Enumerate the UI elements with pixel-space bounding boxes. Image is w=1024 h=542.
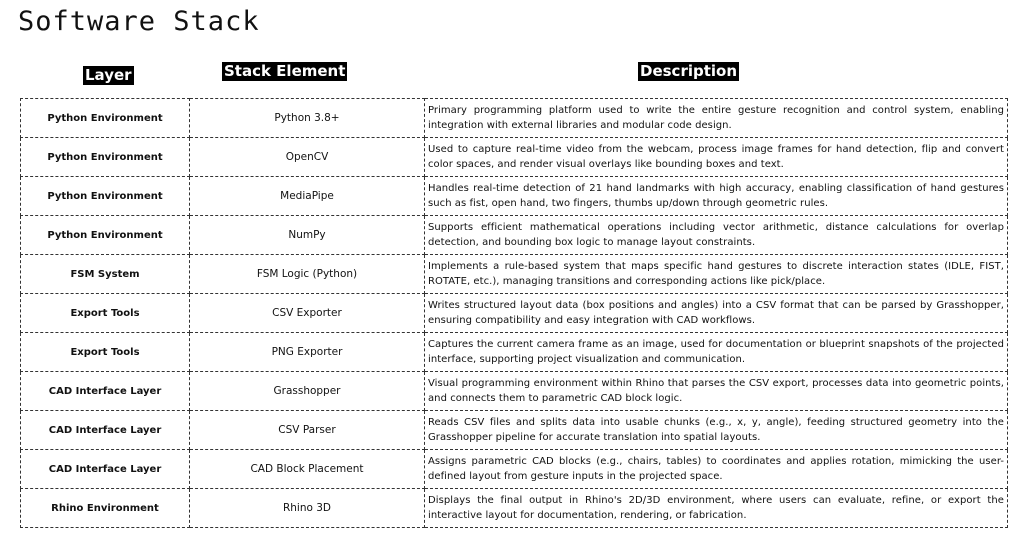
software-stack-table bbox=[20, 98, 1008, 528]
table-row bbox=[21, 333, 1008, 372]
layer-cell: CAD Interface Layer bbox=[21, 411, 190, 450]
stack-element-cell: CSV Parser bbox=[190, 411, 425, 450]
layer-cell: Export Tools bbox=[21, 333, 190, 372]
table-row bbox=[21, 450, 1008, 489]
layer-cell: Export Tools bbox=[21, 294, 190, 333]
layer-cell: Python Environment bbox=[21, 177, 190, 216]
stack-element-cell: CAD Block Placement bbox=[190, 450, 425, 489]
table-row bbox=[21, 372, 1008, 411]
table-row bbox=[21, 216, 1008, 255]
table-row bbox=[21, 177, 1008, 216]
layer-cell: Python Environment bbox=[21, 216, 190, 255]
description-cell: Implements a rule-based system that maps specific hand gestures to discrete interaction states (IDLE, FIST, ROTATE, etc.), managing transitions and corresponding actions like pick/place. bbox=[425, 255, 1008, 294]
table-row bbox=[21, 255, 1008, 294]
layer-cell: CAD Interface Layer bbox=[21, 450, 190, 489]
layer-cell: Rhino Environment bbox=[21, 489, 190, 528]
description-cell: Captures the current camera frame as an image, used for documentation or blueprint snapshots of the projected interface, supporting project visualization and communication. bbox=[425, 333, 1008, 372]
column-header-layer: Layer bbox=[85, 66, 132, 84]
stack-element-cell: CSV Exporter bbox=[190, 294, 425, 333]
stack-element-cell: PNG Exporter bbox=[190, 333, 425, 372]
stack-element-cell: Python 3.8+ bbox=[190, 99, 425, 138]
description-cell: Assigns parametric CAD blocks (e.g., chairs, tables) to coordinates and applies rotation, mimicking the user-defined layout from gesture inputs in the projected space. bbox=[425, 450, 1008, 489]
table-row bbox=[21, 294, 1008, 333]
stack-element-cell: Grasshopper bbox=[190, 372, 425, 411]
stack-element-cell: MediaPipe bbox=[190, 177, 425, 216]
description-cell: Used to capture real-time video from the webcam, process image frames for hand detection, flip and convert color spaces, and render visual overlays like bounding boxes and text. bbox=[425, 138, 1008, 177]
table-row bbox=[21, 489, 1008, 528]
description-cell: Reads CSV files and splits data into usable chunks (e.g., x, y, angle), feeding structured geometry into the Grasshopper pipeline for accurate translation into spatial layouts. bbox=[425, 411, 1008, 450]
stack-element-cell: NumPy bbox=[190, 216, 425, 255]
table-row bbox=[21, 411, 1008, 450]
description-cell: Supports efficient mathematical operations including vector arithmetic, distance calculations for overlap detection, and bounding box logic to manage layout constraints. bbox=[425, 216, 1008, 255]
stack-element-cell: FSM Logic (Python) bbox=[190, 255, 425, 294]
layer-cell: Python Environment bbox=[21, 99, 190, 138]
layer-cell: FSM System bbox=[21, 255, 190, 294]
description-cell: Displays the final output in Rhino's 2D/3D environment, where users can evaluate, refine, or export the interactive layout for documentation, rendering, or fabrication. bbox=[425, 489, 1008, 528]
stack-element-cell: OpenCV bbox=[190, 138, 425, 177]
description-cell: Handles real-time detection of 21 hand landmarks with high accuracy, enabling classification of hand gestures such as fist, open hand, two fingers, thumbs up/down through geometric rules. bbox=[425, 177, 1008, 216]
layer-cell: Python Environment bbox=[21, 138, 190, 177]
stack-element-cell: Rhino 3D bbox=[190, 489, 425, 528]
table-row bbox=[21, 99, 1008, 138]
layer-cell: CAD Interface Layer bbox=[21, 372, 190, 411]
column-header-description: Description bbox=[640, 62, 738, 80]
description-cell: Writes structured layout data (box positions and angles) into a CSV format that can be parsed by Grasshopper, ensuring compatibility and easy integration with CAD workflows. bbox=[425, 294, 1008, 333]
column-header-stack-element: Stack Element bbox=[224, 62, 346, 80]
page-title: Software Stack bbox=[18, 6, 260, 37]
description-cell: Primary programming platform used to write the entire gesture recognition and control system, enabling integration with external libraries and modular code design. bbox=[425, 99, 1008, 138]
description-cell: Visual programming environment within Rhino that parses the CSV export, processes data into geometric points, and connects them to parametric CAD block logic. bbox=[425, 372, 1008, 411]
table-row bbox=[21, 138, 1008, 177]
